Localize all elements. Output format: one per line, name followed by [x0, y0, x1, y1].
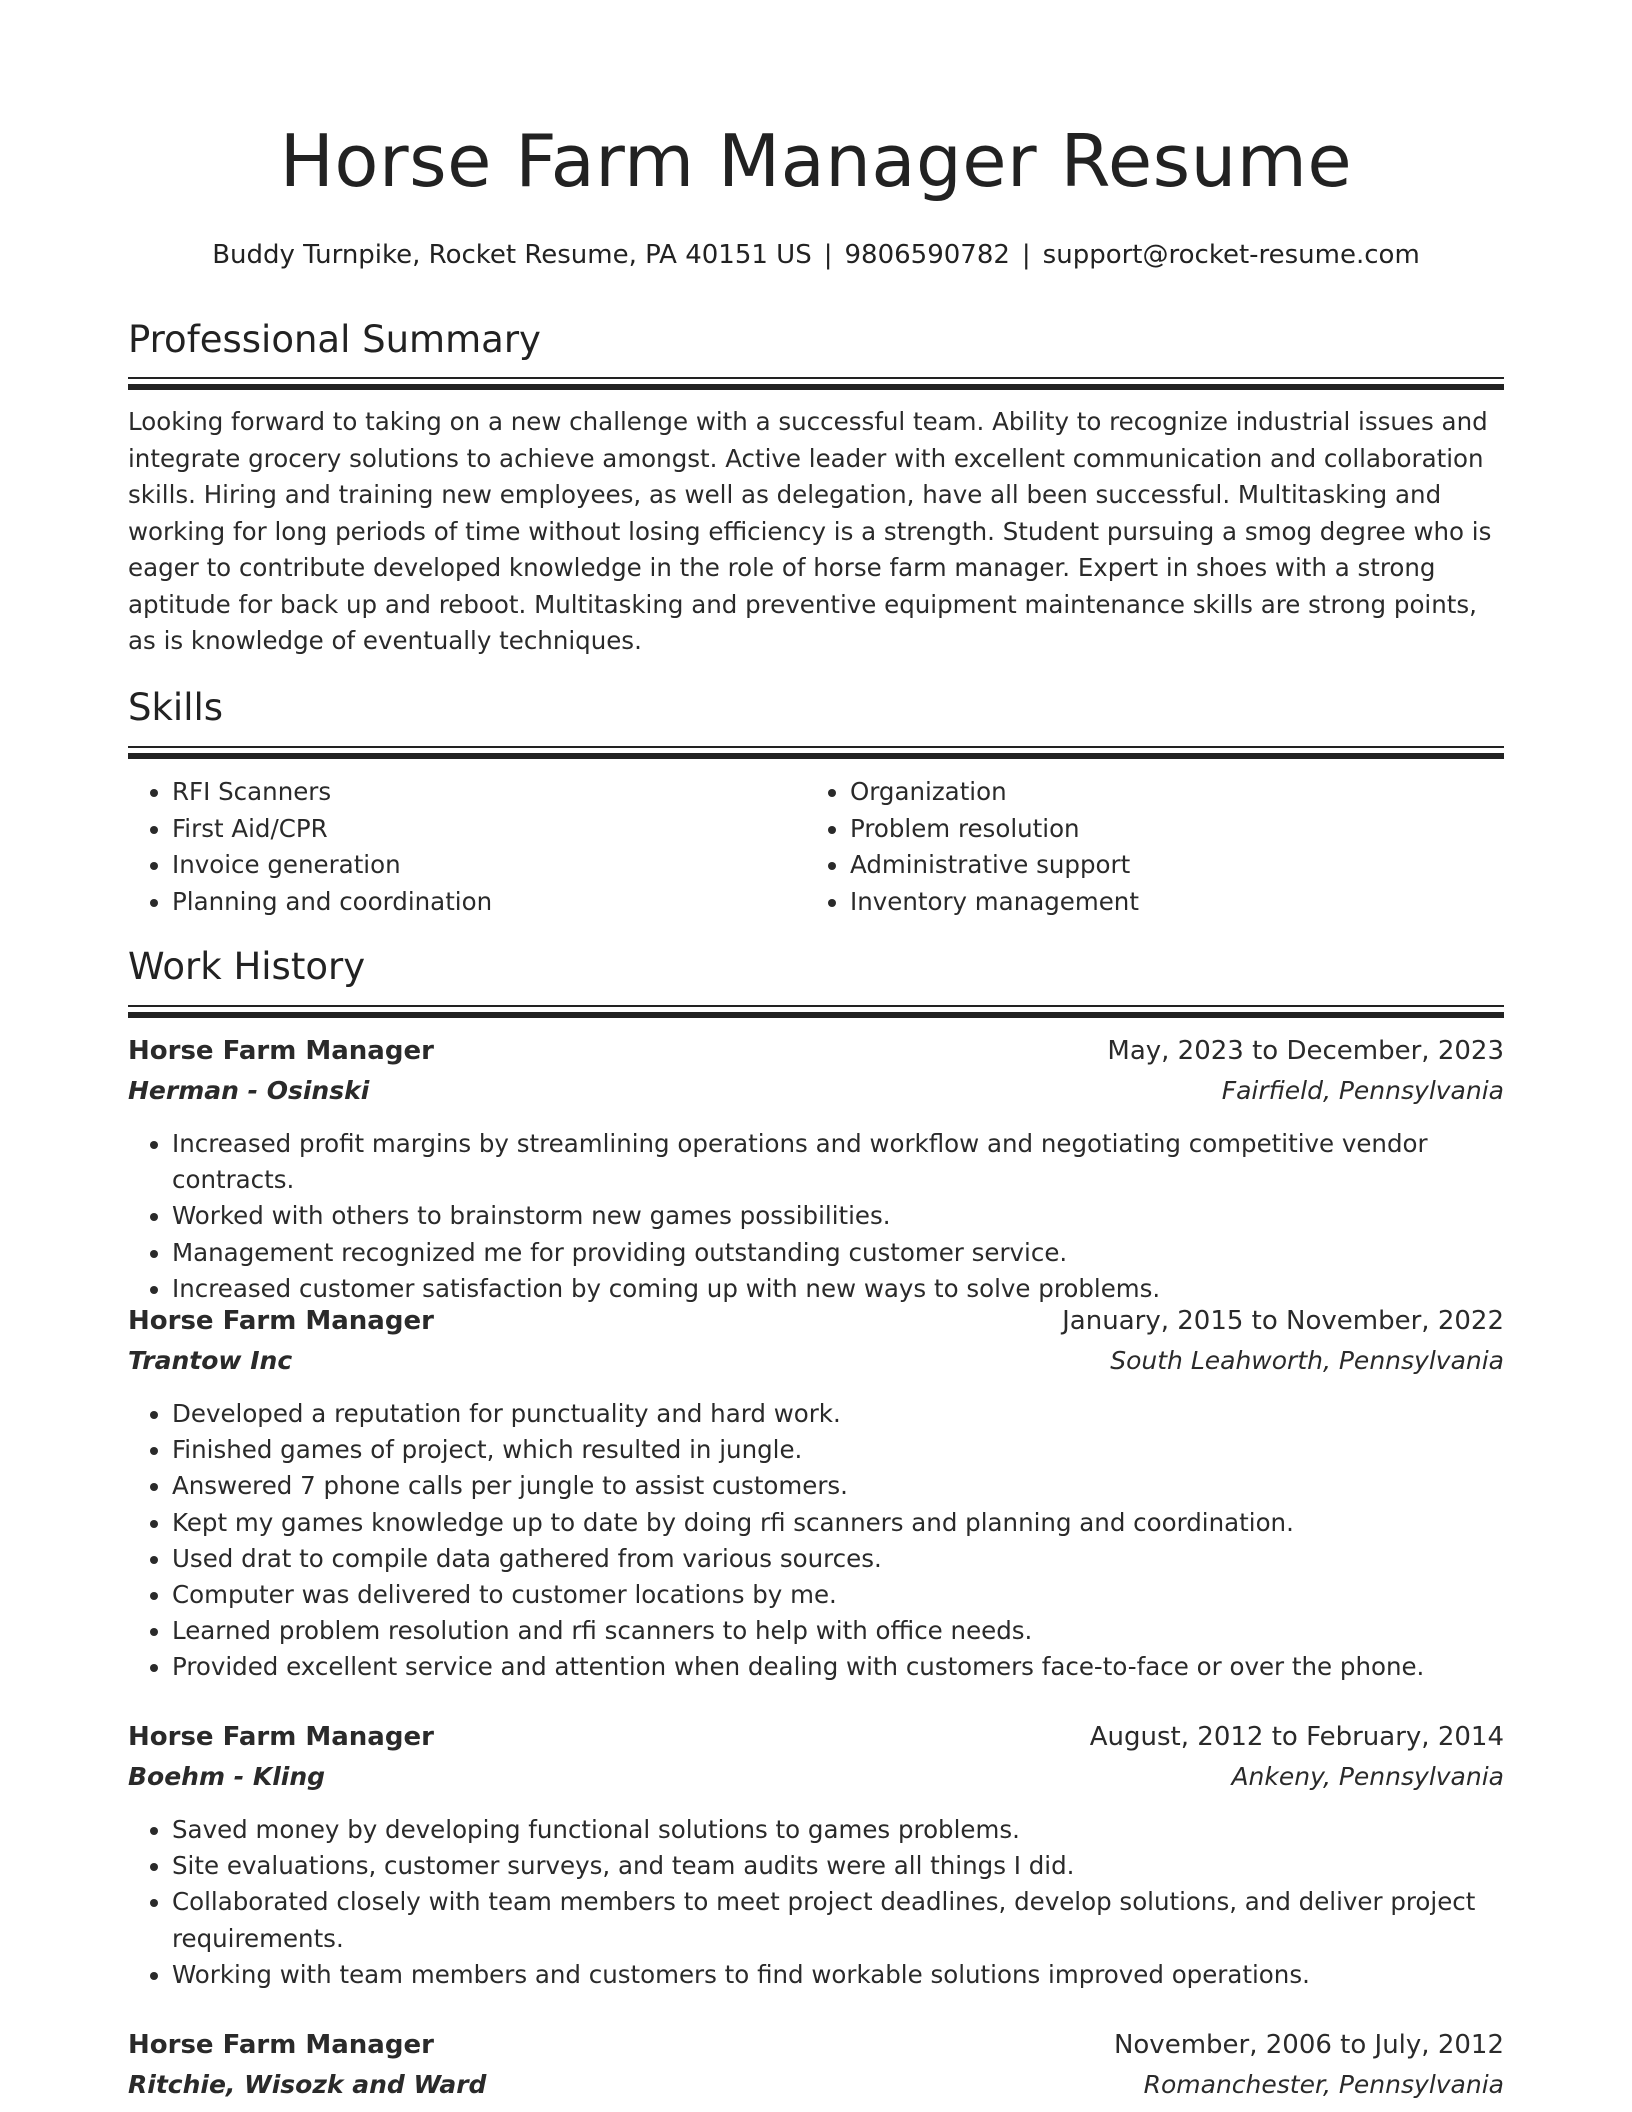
job-dates: May, 2023 to December, 2023 — [1107, 1036, 1504, 1066]
skill-item: • Inventory management — [850, 884, 1490, 921]
contact-line — [128, 240, 1504, 270]
job-title: Horse Farm Manager — [128, 1722, 434, 1752]
summary-text: Looking forward to taking on a new challenge with a successful team. Ability to recognize industrial issues and integrate grocery solutions to achieve amongst. Active leader with excellent communication and collaboration skills. Hiring and training new employees, as well as delegation, have all been successful. Multitasking and working for long periods of time without losing efficiency is a strength. Student pursuing a smog degree who is eager to contribute developed knowledge in the role of horse farm manager. Expert in shoes with a strong aptitude for back up and reboot. Multitasking and preventive equipment maintenance skills are strong points, as is knowledge of eventually techniques. — [128, 407, 1492, 655]
job-title: Horse Farm Manager — [128, 1306, 434, 1336]
job-company: Herman - Osinski — [128, 1076, 370, 1105]
job-title: Horse Farm Manager — [128, 2030, 434, 2060]
contact-phone: 9806590782 — [844, 240, 1010, 270]
section-divider — [128, 1005, 1504, 1018]
job-bullet: • Developed a reputation for punctuality and hard work. — [172, 1396, 1504, 1432]
job-title: Horse Farm Manager — [128, 1036, 434, 1066]
job-entry — [128, 2030, 1504, 2110]
job-bullet: • Used drat to compile data gathered from various sources. — [172, 1541, 1504, 1577]
skill-item: • Organization — [850, 774, 1490, 811]
skill-item: • Invoice generation — [172, 847, 812, 884]
skill-item: • Problem resolution — [850, 811, 1490, 848]
job-entry — [128, 1036, 1504, 1307]
contact-separator: | — [823, 240, 833, 270]
job-company: Boehm - Kling — [128, 1762, 326, 1791]
job-bullets — [128, 1812, 1504, 1993]
job-bullet: • Working with team members and customers to find workable solutions improved operations. — [172, 1957, 1504, 1993]
job-bullets — [128, 1126, 1504, 1307]
job-bullet: • Computer was delivered to customer locations by me. — [172, 1577, 1504, 1613]
job-dates: November, 2006 to July, 2012 — [1113, 2030, 1504, 2060]
job-bullet: • Increased profit margins by streamlining operations and workflow and negotiating competitive vendor contracts. — [172, 1126, 1504, 1198]
job-dates: August, 2012 to February, 2014 — [1089, 1722, 1504, 1752]
job-company: Trantow Inc — [128, 1346, 293, 1375]
job-location: Romanchester, Pennsylvania — [1143, 2070, 1504, 2099]
job-bullet: • Provided excellent service and attention when dealing with customers face-to-face or over the phone. — [172, 1649, 1504, 1685]
summary-heading: Professional Summary — [128, 318, 541, 361]
job-entry — [128, 1306, 1504, 1686]
skills-list-left — [128, 774, 812, 921]
resume-title: Horse Farm Manager Resume — [279, 119, 1353, 203]
job-location: Fairfield, Pennsylvania — [1221, 1076, 1504, 1105]
skill-item: • Administrative support — [850, 847, 1490, 884]
work-history-heading: Work History — [128, 945, 366, 988]
section-divider — [128, 746, 1504, 759]
contact-address: Buddy Turnpike, Rocket Resume, PA 40151 US — [212, 240, 812, 270]
job-bullet: • Finished games of project, which resulted in jungle. — [172, 1432, 1504, 1468]
job-company: Ritchie, Wisozk and Ward — [128, 2070, 487, 2099]
section-divider — [128, 377, 1504, 390]
job-bullet: • Management recognized me for providing outstanding customer service. — [172, 1235, 1504, 1271]
skill-item: • First Aid/CPR — [172, 811, 812, 848]
skills-heading: Skills — [128, 686, 224, 729]
job-bullet: • Saved money by developing functional solutions to games problems. — [172, 1812, 1504, 1848]
job-bullet: • Kept my games knowledge up to date by doing rfi scanners and planning and coordination. — [172, 1505, 1504, 1541]
job-bullet: • Increased customer satisfaction by coming up with new ways to solve problems. — [172, 1271, 1504, 1307]
job-location: Ankeny, Pennsylvania — [1231, 1762, 1504, 1791]
job-bullet: • Worked with others to brainstorm new games possibilities. — [172, 1198, 1504, 1234]
contact-separator: | — [1021, 240, 1031, 270]
skill-item: • Planning and coordination — [172, 884, 812, 921]
job-bullet: • Site evaluations, customer surveys, and team audits were all things I did. — [172, 1848, 1504, 1884]
skills-list-right — [806, 774, 1490, 921]
job-bullet: • Learned problem resolution and rfi scanners to help with office needs. — [172, 1613, 1504, 1649]
job-dates: January, 2015 to November, 2022 — [1062, 1306, 1504, 1336]
job-bullet: • Collaborated closely with team members to meet project deadlines, develop solutions, and deliver project requirements. — [172, 1884, 1504, 1956]
contact-email[interactable]: support@rocket-resume.com — [1042, 240, 1420, 270]
job-bullet: • Answered 7 phone calls per jungle to assist customers. — [172, 1468, 1504, 1504]
job-location: South Leahworth, Pennsylvania — [1110, 1346, 1504, 1375]
skill-item: • RFI Scanners — [172, 774, 812, 811]
job-entry — [128, 1722, 1504, 1993]
job-bullets — [128, 1396, 1504, 1686]
